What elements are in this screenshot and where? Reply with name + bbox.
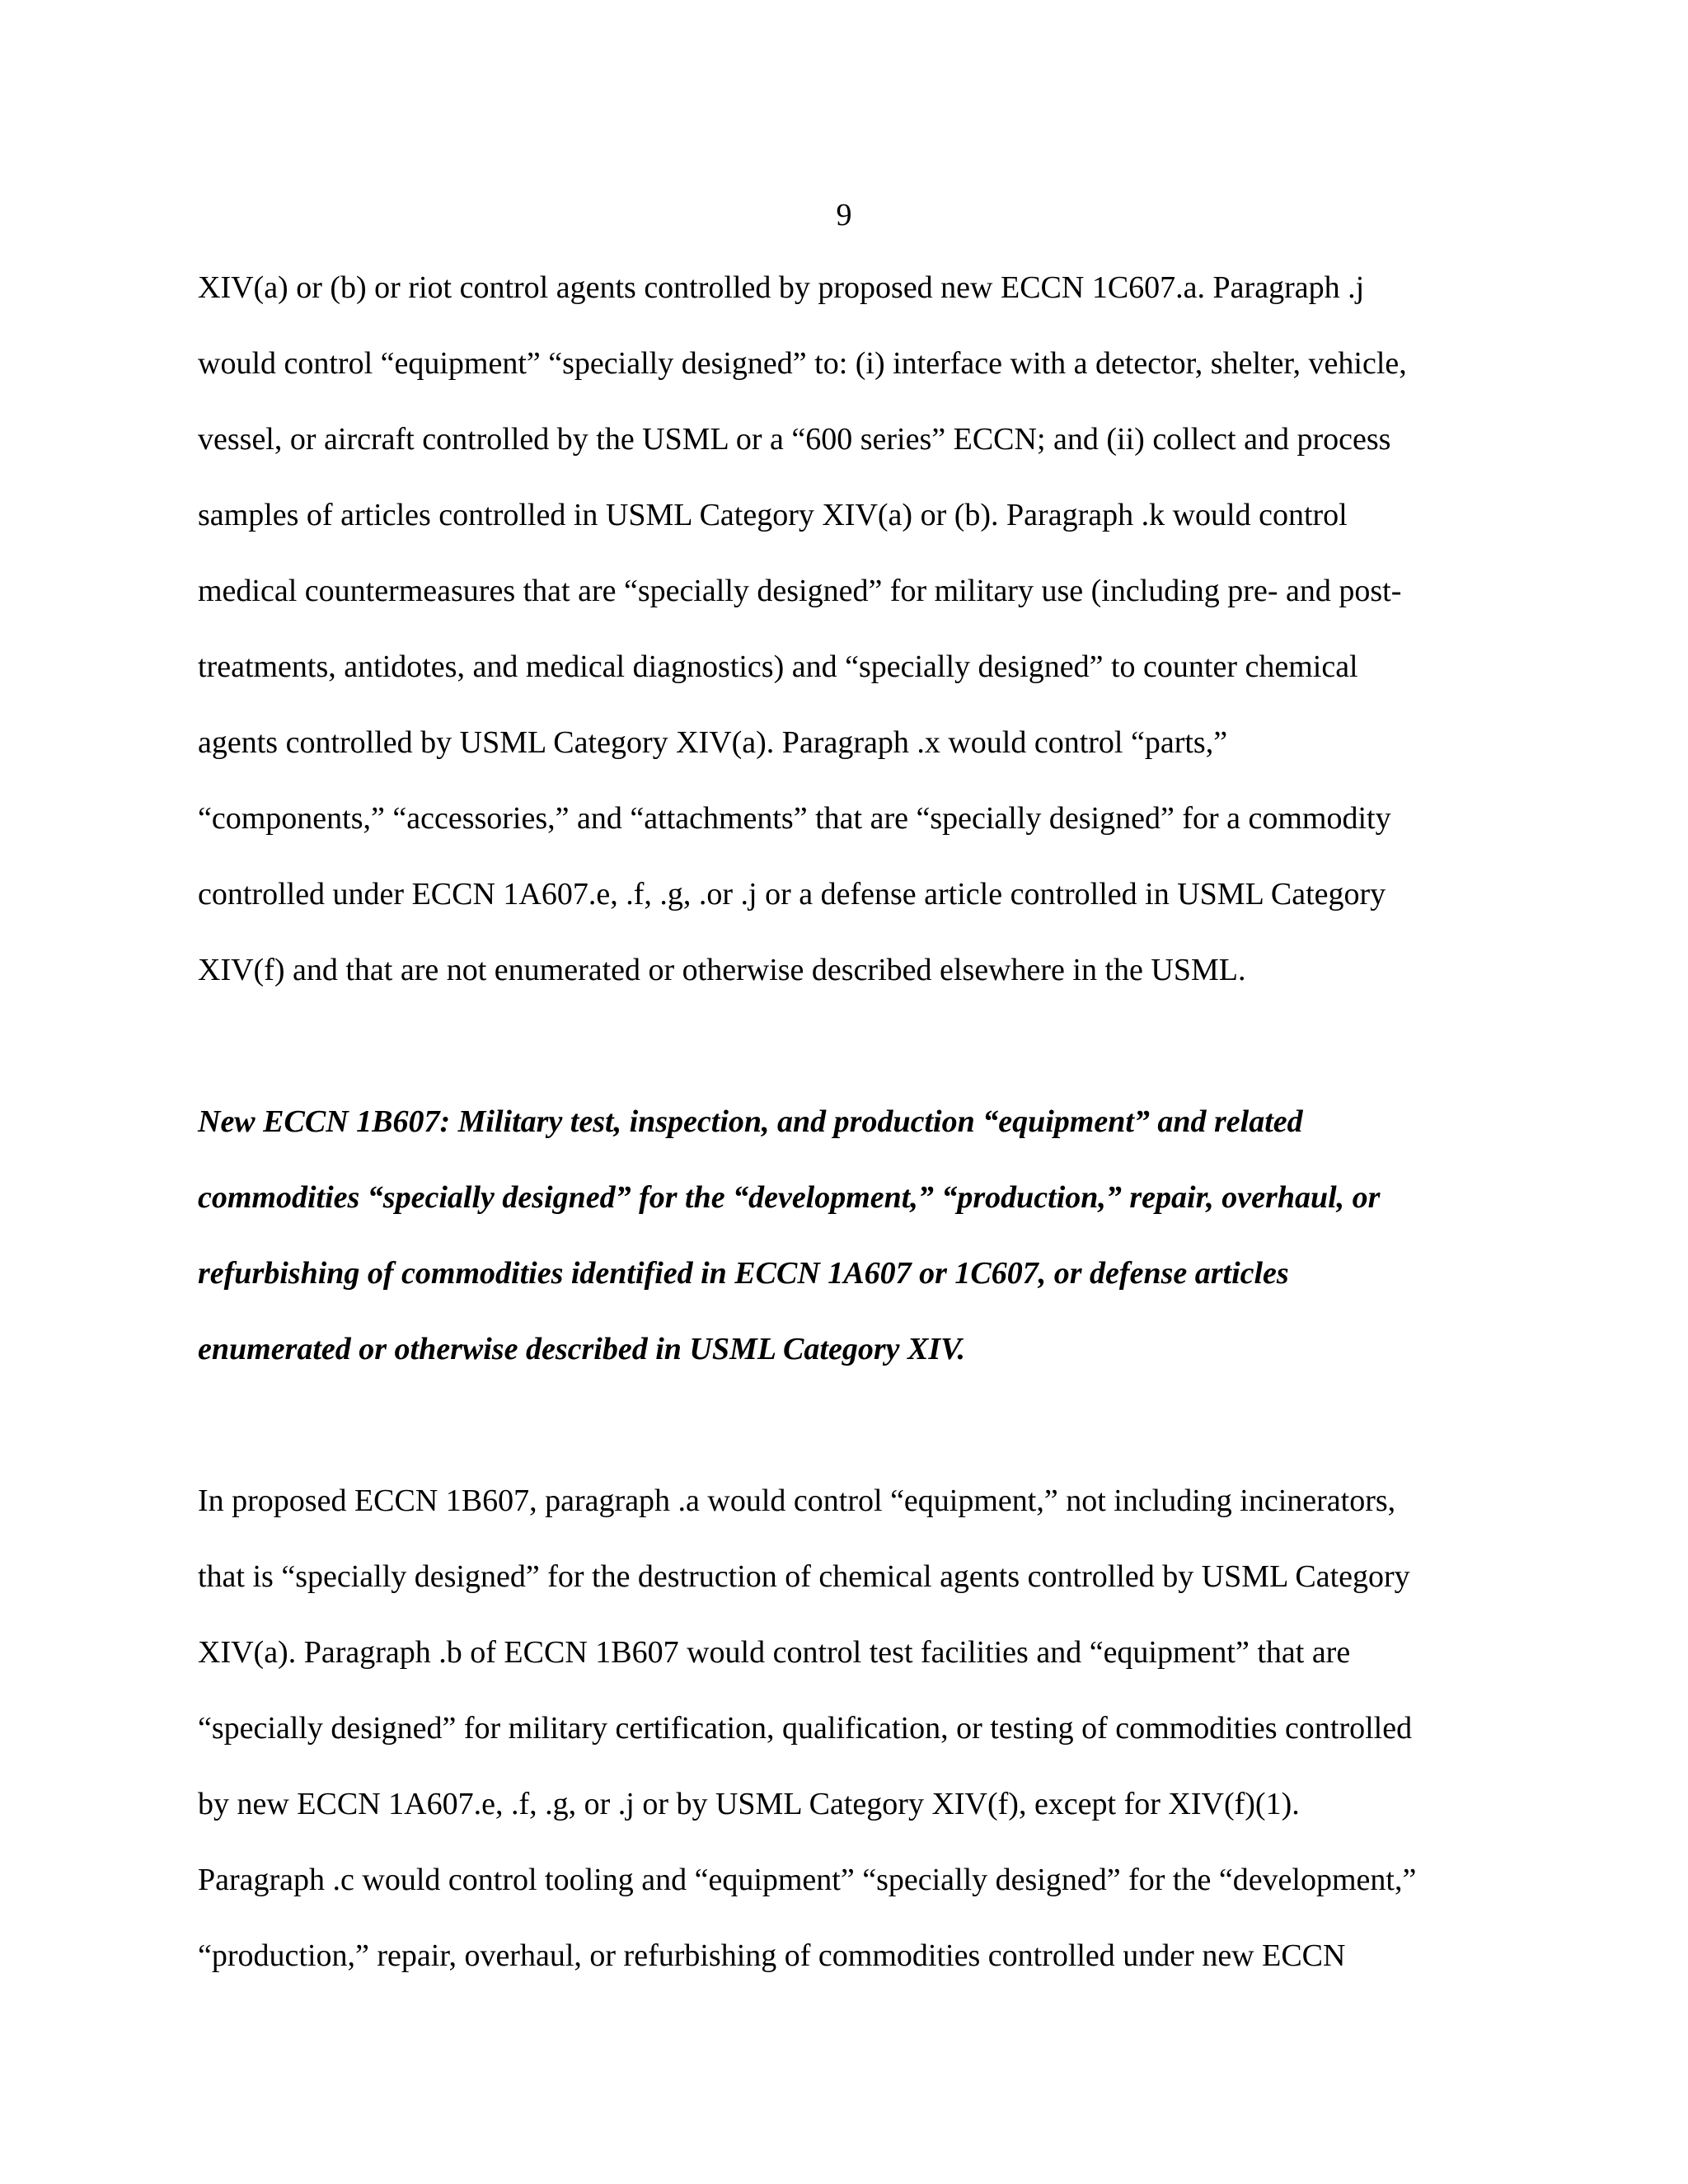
text-line: samples of articles controlled in USML Category XIV(a) or (b). Paragraph .k would control: [198, 498, 1348, 532]
page-number: 9: [836, 198, 852, 232]
text-line: XIV(a) or (b) or riot control agents controlled by proposed new ECCN 1C607.a. Paragraph .j: [198, 270, 1365, 305]
heading-line: New ECCN 1B607: Military test, inspection, and production “equipment” and related: [198, 1104, 1303, 1139]
text-line: medical countermeasures that are “specially designed” for military use (including pre- and post-: [198, 574, 1402, 608]
text-line: XIV(a). Paragraph .b of ECCN 1B607 would control test facilities and “equipment” that are: [198, 1635, 1351, 1670]
text-line: “components,” “accessories,” and “attachments” that are “specially designed” for a commodity: [198, 801, 1391, 836]
text-line: vessel, or aircraft controlled by the USML or a “600 series” ECCN; and (ii) collect and process: [198, 422, 1391, 457]
heading-line: refurbishing of commodities identified in ECCN 1A607 or 1C607, or defense articles: [198, 1256, 1289, 1291]
text-line: “production,” repair, overhaul, or refurbishing of commodities controlled under new ECCN: [198, 1938, 1346, 1973]
text-line: Paragraph .c would control tooling and “equipment” “specially designed” for the “development,”: [198, 1863, 1417, 1897]
text-line: agents controlled by USML Category XIV(a). Paragraph .x would control “parts,”: [198, 725, 1228, 760]
text-line: In proposed ECCN 1B607, paragraph .a would control “equipment,” not including incinerators,: [198, 1483, 1396, 1518]
text-line: “specially designed” for military certification, qualification, or testing of commodities controlled: [198, 1711, 1413, 1746]
text-line: XIV(f) and that are not enumerated or otherwise described elsewhere in the USML.: [198, 953, 1246, 987]
heading-line: enumerated or otherwise described in USML Category XIV.: [198, 1332, 966, 1366]
text-line: treatments, antidotes, and medical diagnostics) and “specially designed” to counter chemical: [198, 649, 1358, 684]
text-line: that is “specially designed” for the destruction of chemical agents controlled by USML Category: [198, 1559, 1410, 1594]
text-line: by new ECCN 1A607.e, .f, .g, or .j or by USML Category XIV(f), except for XIV(f)(1).: [198, 1787, 1300, 1821]
text-line: would control “equipment” “specially designed” to: (i) interface with a detector, shelter, vehicle,: [198, 346, 1407, 381]
text-line: controlled under ECCN 1A607.e, .f, .g, .or .j or a defense article controlled in USML Category: [198, 877, 1386, 912]
heading-line: commodities “specially designed” for the “development,” “production,” repair, overhaul, or: [198, 1180, 1381, 1215]
